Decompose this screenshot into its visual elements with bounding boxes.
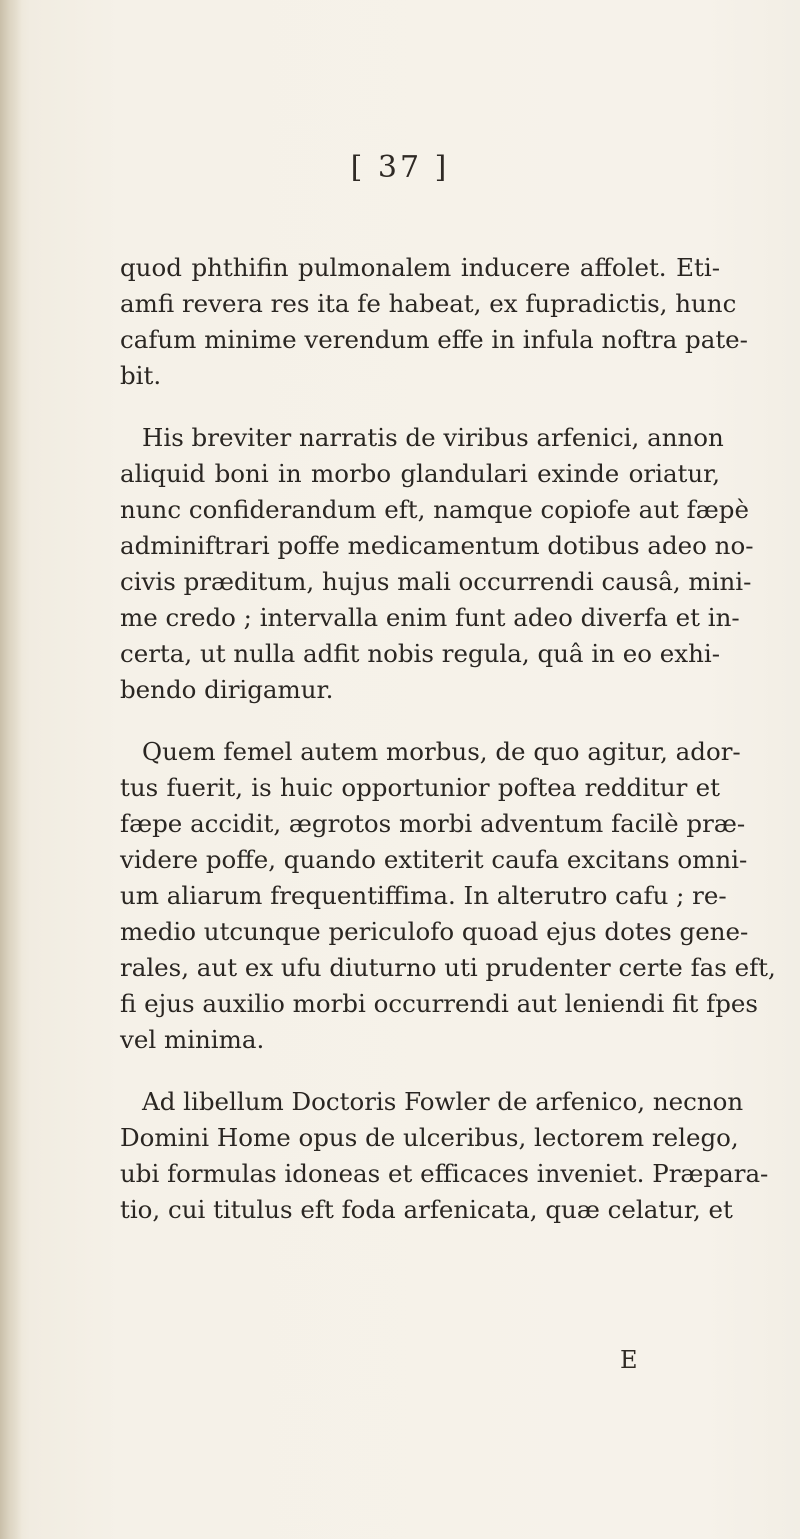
catchword: E	[620, 1346, 638, 1374]
text-line: fi ejus auxilio morbi occurrendi aut leniendi fit fpes	[120, 989, 758, 1018]
text-line: cafum minime verendum effe in infula noftra pate-	[120, 325, 748, 354]
text-line: adminiftrari poffe medicamentum dotibus adeo no-	[120, 531, 754, 560]
text-line: bit.	[120, 361, 162, 390]
paragraph-2	[120, 420, 754, 708]
text-line: amfi revera res ita fe habeat, ex fupradictis, hunc	[120, 289, 737, 318]
paragraph-1	[120, 250, 748, 394]
text-line: ubi formulas idoneas et efficaces inveniet. Præpara-	[120, 1159, 769, 1188]
text-line: tus fuerit, is huic opportunior poftea redditur et	[120, 773, 720, 802]
binding-gutter	[0, 0, 22, 1539]
paragraph-3	[120, 734, 776, 1058]
paragraph-gap	[120, 708, 720, 734]
text-line: rales, aut ex ufu diuturno uti prudenter certe fas eft,	[120, 953, 776, 982]
text-line: Quem femel autem morbus, de quo agitur, ador-	[142, 737, 741, 766]
text-line: videre poffe, quando extiterit caufa excitans omni-	[120, 845, 748, 874]
text-line: Ad libellum Doctoris Fowler de arfenico, necnon	[142, 1087, 744, 1116]
text-line: quod phthifin pulmonalem inducere affolet. Eti-	[120, 253, 720, 282]
text-line: tio, cui titulus eft foda arfenicata, quæ celatur, et	[120, 1195, 733, 1224]
text-line: bendo dirigamur.	[120, 675, 334, 704]
body-text	[120, 250, 776, 1228]
text-line: medio utcunque periculofo quoad ejus dotes gene-	[120, 917, 749, 946]
text-line: me credo ; intervalla enim funt adeo diverfa et in-	[120, 603, 740, 632]
text-line: vel minima.	[120, 1025, 265, 1054]
text-line: um aliarum frequentiffima. In alterutro cafu ; re-	[120, 881, 727, 910]
text-line: nunc confiderandum eft, namque copiofe aut fæpè	[120, 495, 749, 524]
text-line: Domini Home opus de ulceribus, lectorem relego,	[120, 1123, 739, 1152]
text-line: His breviter narratis de viribus arfenici, annon	[142, 423, 724, 452]
paragraph-gap	[120, 394, 720, 420]
paragraph-4	[120, 1084, 769, 1228]
text-line: aliquid boni in morbo glandulari exinde oriatur,	[120, 459, 720, 488]
paragraph-gap	[120, 1058, 720, 1084]
text-line: civis præditum, hujus mali occurrendi causâ, mini-	[120, 567, 752, 596]
page-number: [ 37 ]	[350, 150, 450, 185]
text-line: fæpe accidit, ægrotos morbi adventum facilè præ-	[120, 809, 746, 838]
text-line: certa, ut nulla adfit nobis regula, quâ in eo exhi-	[120, 639, 720, 668]
